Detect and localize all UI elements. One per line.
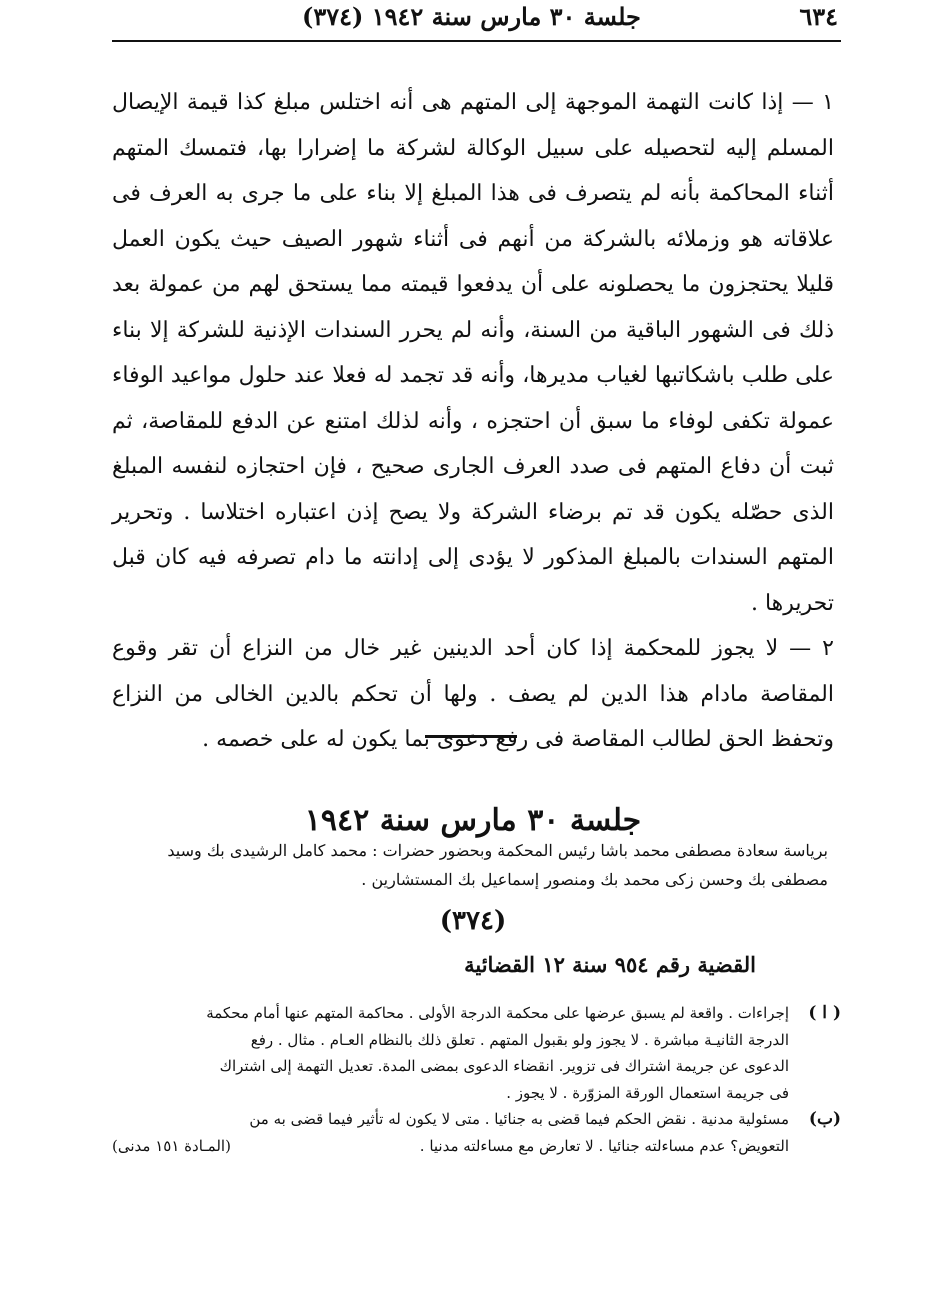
headnote-b: [112, 1106, 841, 1159]
headnote-b-last-line: [112, 1133, 789, 1160]
headnote-a-line: الدرجة الثانيـة مباشرة . لا يجوز ولو بقبول المتهم . تعلق ذلك بالنظام العـام . مثال . رفع: [250, 1030, 789, 1049]
presidency-note: [112, 836, 828, 894]
presidency-line-1: برياسة سعادة مصطفى محمد باشا رئيس المحكمة وبحضور حضرات : محمد كامل الرشيدى بك وسيد: [167, 841, 828, 860]
headnote-a-body: [112, 1000, 789, 1106]
running-head-title: جلسة ٣٠ مارس سنة ١٩٤٢ (٣٧٤): [302, 2, 641, 31]
header-divider: [112, 40, 841, 42]
headnote-b-letter: (ب): [808, 1109, 841, 1129]
headnote-a: [112, 1000, 841, 1106]
section-divider: [425, 735, 517, 738]
page-number: ٦٣٤: [799, 2, 838, 31]
principle-2: ٢ — لا يجوز للمحكمة إذا كان أحد الدينين غير خال من النزاع أن تقر وقوع المقاصة مادام هذا الدين لم يصف . ولها أن تحكم بالدين الخالى من النزاع وتحفظ الحق لطالب المقاصة فى رفع دعوى بما يكون له على خصمه .: [112, 636, 835, 752]
headnote-b-line: التعويض؟ عدم مساءلته جنائيا . لا تعارض مع مساءلته مدنيا .: [419, 1136, 789, 1155]
principles-text: [112, 80, 834, 763]
headnote-a-line: فى جريمة استعمال الورقة المزوّرة . لا يجوز .: [506, 1083, 789, 1102]
running-head: [112, 2, 838, 38]
headnote-b-line: مسئولية مدنية . نقض الحكم فيما قضى به جنائيا . متى لا يكون له تأثير فيما قضى به من: [249, 1110, 789, 1128]
headnote-a-line: إجراءات . واقعة لم يسبق عرضها على محكمة الدرجة الأولى . محاكمة المتهم عنها أمام محكمة: [206, 1004, 789, 1022]
case-number: (٣٧٤): [439, 906, 507, 936]
headnote-a-line: الدعوى عن جريمة اشتراك فى تزوير. انقضاء الدعوى بمضى المدة. تعديل التهمة إلى اشتراك: [219, 1057, 789, 1075]
case-title: القضية رقم ٩٥٤ سنة ١٢ القضائية: [464, 952, 756, 977]
presidency-line-2: مصطفى بك وحسن زكى محمد بك ومنصور إسماعيل بك المستشارين .: [361, 870, 828, 889]
principle-1: ١ — إذا كانت التهمة الموجهة إلى المتهم هى أنه اختلس مبلغ كذا قيمة الإيصال المسلم إليه لتحصيله على سبيل الوكالة لشركة ما إضرارا بها، فتمسك المتهم أثناء المحاكمة بأنه لم يتصرف فى هذا المبلغ إلا بناء على ما جرى به العرف فى علاقاته هو وزملائه بالشركة من أنهم فى أثناء شهور الصيف حيث يكون العمل قليلا يحتجزون ما يحصلونه على أن يدفعوا قيمته مما يستحق لهم من عمولة بعد ذلك فى الشهور الباقية من السنة، وأنه لم يحرر السندات الإذنية للشركة إلا بناء على طلب باشكاتبها لغياب مديرها، وأنه قد تجمد له فعلا عند حلول مواعيد الوفاء عمولة تكفى لوفاء ما سبق أن احتجزه ، وأنه لذلك امتنع عن الدفع للمقاصة، ثم ثبت أن دفاع المتهم فى صدد العرف الجارى صحيح ، فإن احتجازه لنفسه المبلغ الذى حصّله يكون قد تم برضاء الشركة ولا يصح إذن اعتباره اختلاسا . وتحرير المتهم السندات بالمبلغ المذكور لا يؤدى إلى إدانته ما دام تصرفه فيه كان قبل تحريرها .: [112, 90, 834, 616]
headnotes: [112, 1000, 841, 1159]
session-heading: جلسة ٣٠ مارس سنة ١٩٤٢: [304, 802, 642, 838]
headnote-a-letter: ( ا ): [808, 1003, 841, 1023]
headnote-b-body: [112, 1106, 789, 1159]
legal-article-reference: (المـادة ١٥١ مدنى): [112, 1136, 231, 1155]
